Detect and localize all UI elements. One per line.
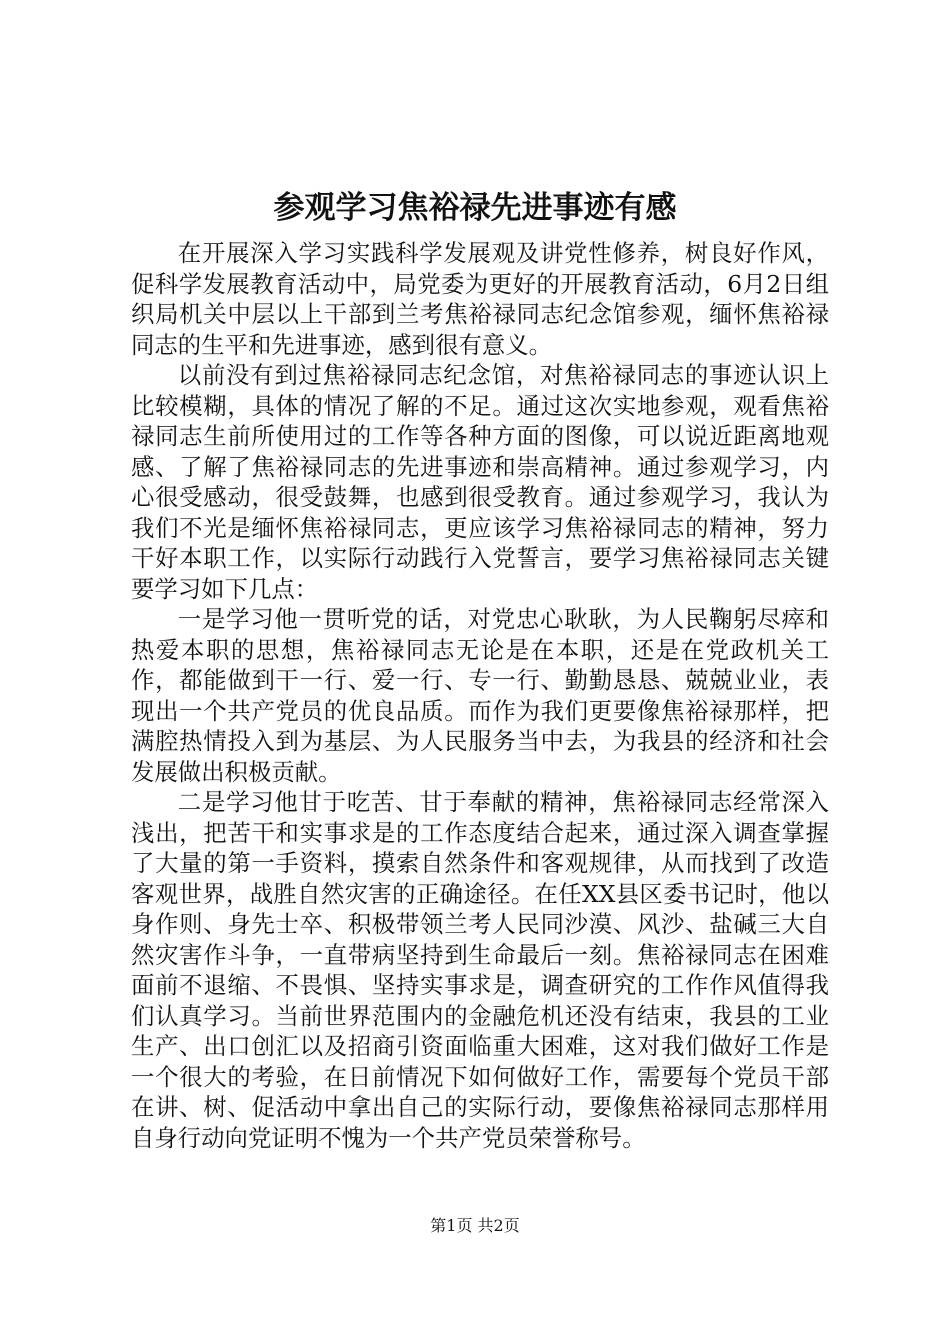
paragraph-1: 在开展深入学习实践科学发展观及讲党性修养，树良好作风，促科学发展教育活动中，局党委为更好的开展教育活动，6月2日组织局机关中层以上干部到兰考焦裕禄同志纪念馆参观，缅怀焦裕禄同志的生平和先进事迹，感到很有意义。: [131, 239, 829, 359]
paragraph-3: 一是学习他一贯听党的话，对党忠心耿耿，为人民鞠躬尽瘁和热爱本职的思想，焦裕禄同志无论是在本职，还是在党政机关工作，都能做到干一行、爱一行、专一行、勤勤恳恳、兢兢业业，表现出一个共产党员的优良品质。而作为我们更要像焦裕禄那样，把满腔热情投入到为基层、为人民服务当中去，为我县的经济和社会发展做出积极贡献。: [131, 605, 829, 786]
paragraph-2: 以前没有到过焦裕禄同志纪念馆，对焦裕禄同志的事迹认识上比较模糊，具体的情况了解的不足。通过这次实地参观，观看焦裕禄同志生前所使用过的工作等各种方面的图像，可以说近距离地观感、了解了焦裕禄同志的先进事迹和崇高精神。通过参观学习，内心很受感动，很受鼓舞，也感到很受教育。通过参观学习，我认为我们不光是缅怀焦裕禄同志，更应该学习焦裕禄同志的精神，努力干好本职工作，以实际行动践行入党誓言，要学习焦裕禄同志关键要学习如下几点：: [131, 361, 829, 603]
page-number-footer: 第1页 共2页: [430, 1216, 520, 1235]
document-body: [131, 238, 829, 1153]
document-title: 参观学习焦裕禄先进事迹有感: [273, 190, 677, 226]
paragraph-4: 二是学习他甘于吃苦、甘于奉献的精神，焦裕禄同志经常深入浅出，把苦干和实事求是的工作态度结合起来，通过深入调查掌握了大量的第一手资料，摸索自然条件和客观规律，从而找到了改造客观世界，战胜自然灾害的正确途径。在任XX县区委书记时，他以身作则、身先士卒、积极带领兰考人民同沙漠、风沙、盐碱三大自然灾害作斗争，一直带病坚持到生命最后一刻。焦裕禄同志在困难面前不退缩、不畏惧、坚持实事求是，调查研究的工作作风值得我们认真学习。当前世界范围内的金融危机还没有结束，我县的工业生产、出口创汇以及招商引资面临重大困难，这对我们做好工作是一个很大的考验，在日前情况下如何做好工作，需要每个党员干部在讲、树、促活动中拿出自己的实际行动，要像焦裕禄同志那样用自身行动向党证明不愧为一个共产党员荣誉称号。: [131, 788, 829, 1152]
